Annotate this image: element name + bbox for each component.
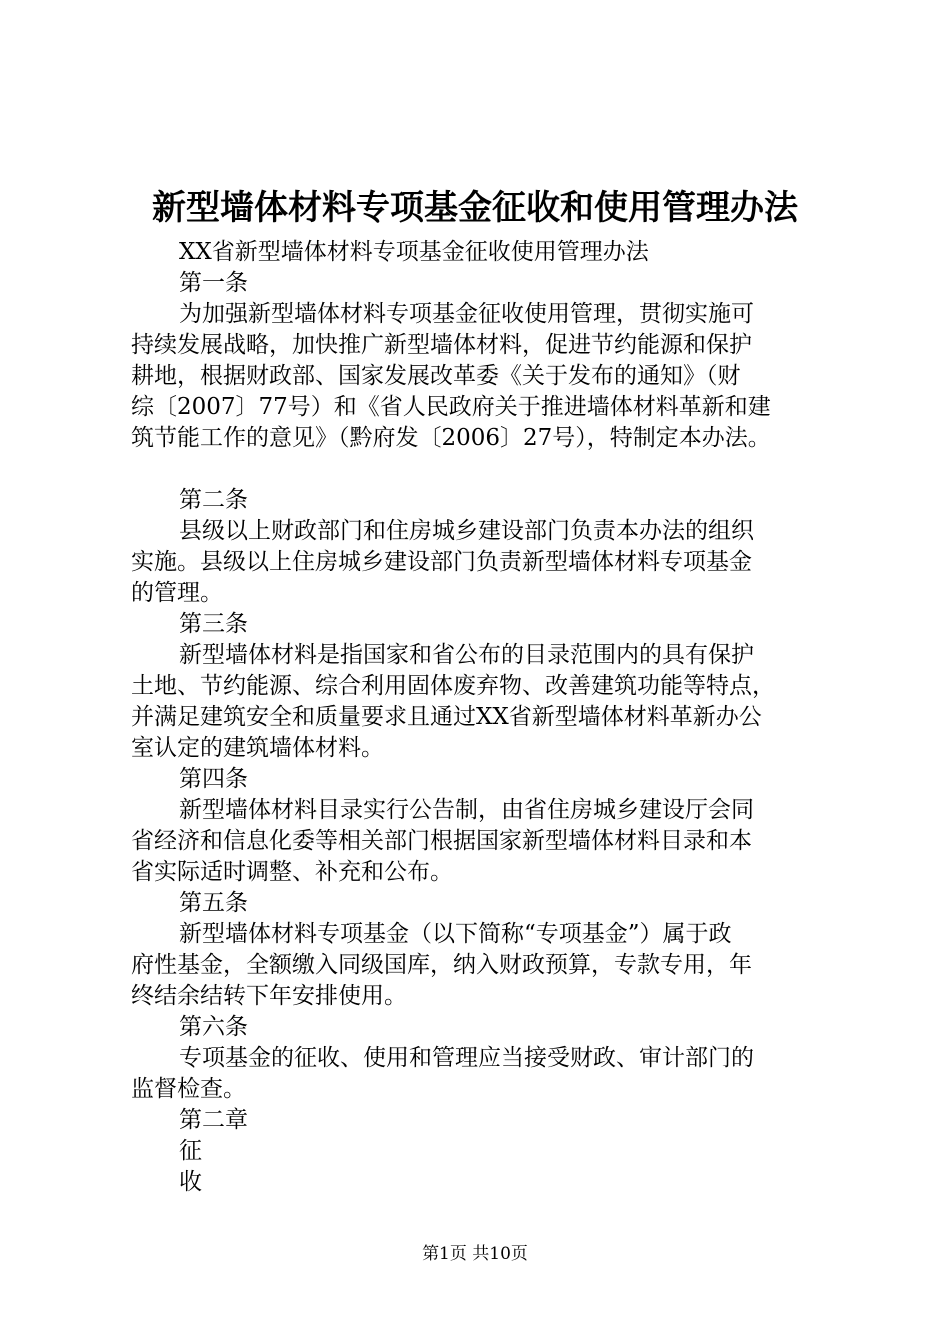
article-heading: 第二条 xyxy=(179,487,248,513)
paragraph-line: 专项基金的征收、使用和管理应当接受财政、审计部门的 xyxy=(179,1045,754,1071)
paragraph-line: 省经济和信息化委等相关部门根据国家新型墙体材料目录和本 xyxy=(131,828,752,854)
document-title: 新型墙体材料专项基金征收和使用管理办法 xyxy=(152,188,798,228)
paragraph-line: 终结余结转下年安排使用。 xyxy=(131,983,407,1009)
paragraph-line: 土地、节约能源、综合利用固体废弃物、改善建筑功能等特点， xyxy=(131,673,775,699)
paragraph-line: 为加强新型墙体材料专项基金征收使用管理，贯彻实施可 xyxy=(179,301,754,327)
paragraph-line: 综〔2007〕77号）和《省人民政府关于推进墙体材料革新和建 xyxy=(131,394,771,420)
paragraph-line: 县级以上财政部门和住房城乡建设部门负责本办法的组织 xyxy=(179,518,754,544)
article-heading: 第三条 xyxy=(179,611,248,637)
document-body xyxy=(131,237,841,1198)
blank-line xyxy=(131,454,841,485)
article-heading: 第四条 xyxy=(179,766,248,792)
paragraph-line: 监督检查。 xyxy=(131,1076,246,1102)
paragraph-line: 并满足建筑安全和质量要求且通过XX省新型墙体材料革新办公 xyxy=(131,704,762,730)
chapter-title-char: 收 xyxy=(179,1169,202,1195)
paragraph-line: 持续发展战略，加快推广新型墙体材料，促进节约能源和保护 xyxy=(131,332,752,358)
article-heading: 第六条 xyxy=(179,1014,248,1040)
paragraph-line: 筑节能工作的意见》（黔府发〔2006〕27号），特制定本办法。 xyxy=(131,425,771,451)
paragraph-line: 新型墙体材料是指国家和省公布的目录范围内的具有保护 xyxy=(179,642,754,668)
paragraph-line: 的管理。 xyxy=(131,580,223,606)
paragraph-line: 省实际适时调整、补充和公布。 xyxy=(131,859,453,885)
article-heading: 第五条 xyxy=(179,890,248,916)
page-footer: 第1页 共10页 xyxy=(422,1244,528,1264)
paragraph-line: 室认定的建筑墙体材料。 xyxy=(131,735,384,761)
document-subtitle: XX省新型墙体材料专项基金征收使用管理办法 xyxy=(179,239,649,265)
paragraph-line: 实施。县级以上住房城乡建设部门负责新型墙体材料专项基金 xyxy=(131,549,752,575)
chapter-title-char: 征 xyxy=(179,1138,202,1164)
paragraph-line: 耕地，根据财政部、国家发展改革委《关于发布的通知》（财 xyxy=(131,363,741,389)
chapter-heading: 第二章 xyxy=(179,1107,248,1133)
paragraph-line: 新型墙体材料专项基金（以下简称“专项基金”）属于政 xyxy=(179,921,732,947)
article-heading: 第一条 xyxy=(179,270,248,296)
paragraph-line: 新型墙体材料目录实行公告制，由省住房城乡建设厅会同 xyxy=(179,797,754,823)
paragraph-line: 府性基金，全额缴入同级国库，纳入财政预算，专款专用，年 xyxy=(131,952,752,978)
